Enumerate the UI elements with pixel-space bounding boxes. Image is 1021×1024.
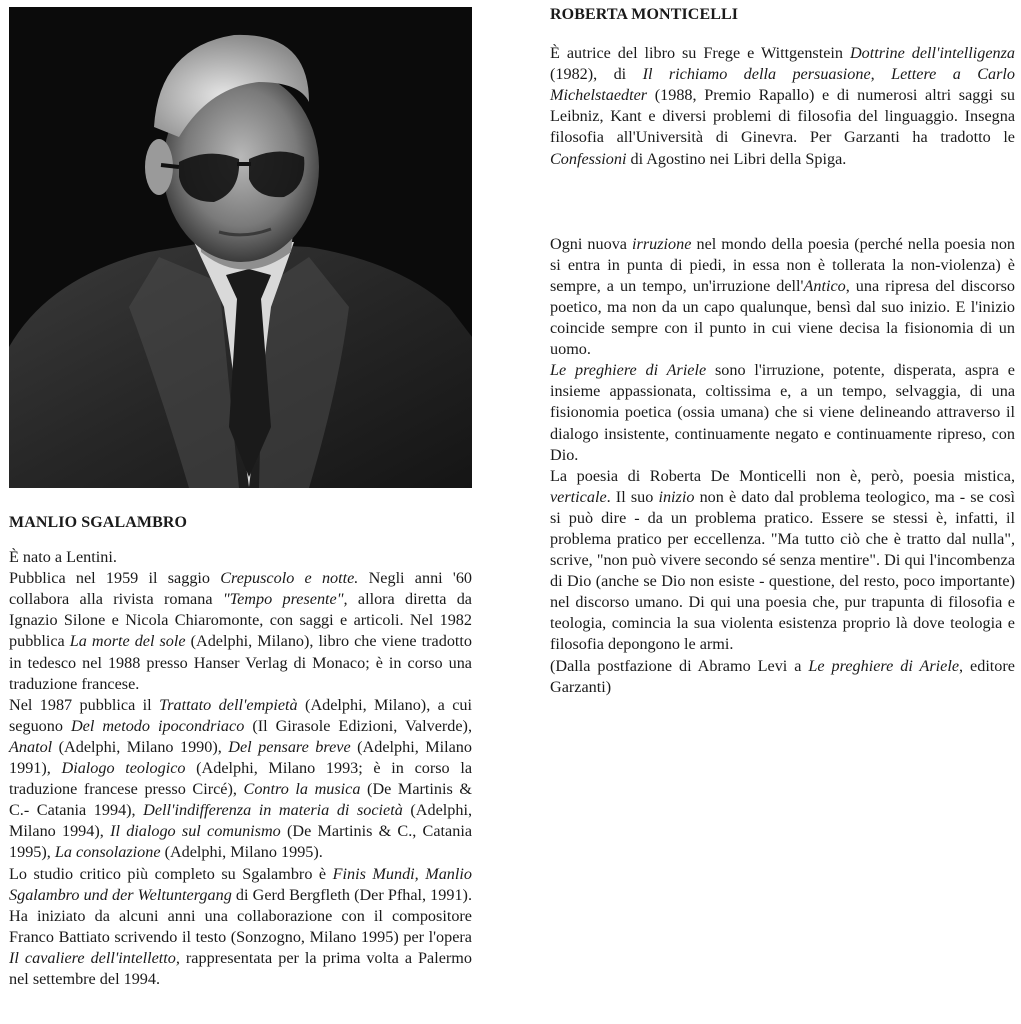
italic-title: "Tempo presente",	[222, 590, 348, 609]
italic-title: Contro la musica	[243, 780, 361, 799]
postface-source-citation: (Dalla postfazione di Abramo Levi a Le preghiere di Ariele, editore Garzanti)	[550, 656, 1015, 696]
postface-paragraph-3: La poesia di Roberta De Monticelli non è, però, poesia mistica, verticale. Il suo inizio non è dato dal problema teologico, ma - se così si può dire - da un problema pratico. Essere se stessi è, infatti, il problema pratico per eccellenza. "Ma tutto ciò che è tratto dal nulla", scrive, "non può vivere secondo sé senza mentire". Di qui l'incombenza di Dio (anche se Dio non esiste - questione, del resto, poco importante) nel discorso umano. Di qui una poesia che, pur trapunta di filosofia e teologia, comincia la sua violenta esistenza proprio là dove teologia e filosofia depongono le armi.	[550, 466, 1015, 654]
italic-title: Dialogo teologico	[61, 759, 186, 778]
italic-title: Trattato dell'empietà	[159, 695, 298, 714]
italic-title: Crepuscolo e notte.	[220, 569, 359, 588]
section-spacer	[550, 170, 1015, 234]
italic-title: Del pensare breve	[228, 737, 351, 756]
italic-title: Il dialogo sul comunismo	[110, 822, 281, 841]
italic-title: Il richiamo della persuasione, Lettere a Carlo Michelstaedter	[550, 65, 1015, 105]
italic-title: La morte del sole	[69, 632, 186, 651]
italic-title: Il cavaliere dell'intelletto,	[9, 948, 180, 967]
bio-paragraph-critical-study: Lo studio critico più completo su Sgalambro è Finis Mundi, Manlio Sgalambro und der Weltuntergang di Gerd Bergfleth (Der Pfhal, 1991). Ha iniziato da alcuni anni una collaborazione con il compositore Franco Battiato scrivendo il testo (Sonzogno, Milano 1995) per l'opera Il cavaliere dell'intelletto, rappresentata per la prima volta a Palermo nel settembre del 1994.	[9, 864, 472, 988]
postface-paragraph-2: Le preghiere di Ariele sono l'irruzione, potente, disperata, aspra e insieme appassionata, coltissima e, a un tempo, selvaggia, di una fisionomia poetica (ossia umana) che si viene delineando attraverso il dialogo insistente, continuamente negato e continuamente ripreso, con Dio.	[550, 361, 1015, 464]
italic-title: La consolazione	[54, 843, 161, 862]
bio-paragraph-monticelli: È autrice del libro su Frege e Wittgenstein Dottrine dell'intelligenza (1982), di Il richiamo della persuasione, Lettere a Carlo Michelstaedter (1988, Premio Rapallo) e di numerosi altri saggi su Leibniz, Kant e diversi problemi di filosofia del linguaggio. Insegna filosofia all'Università di Ginevra. Per Garzanti ha tradotto le Confessioni di Agostino nei Libri della Spiga.	[550, 44, 1016, 168]
italic-title: Confessioni	[550, 149, 627, 168]
author-name-sgalambro: MANLIO SGALAMBRO	[9, 514, 188, 531]
roberta-monticelli-section	[550, 4, 1015, 698]
author-name-monticelli: ROBERTA MONTICELLI	[550, 6, 739, 23]
italic-title: Finis Mundi, Manlio Sgalambro und der Weltuntergang	[9, 864, 472, 904]
postface-paragraph-1: Ogni nuova irruzione nel mondo della poesia (perché nella poesia non si entra in punta di piedi, in essa non è tollerata la non-violenza) è sempre, a un tempo, un'irruzione dell'Antico, una ripresa del discorso poetico, ma non da un capo qualunque, bensì dal suo inizio. E l'inizio coincide sempre con il punto in cui viene decisa la fisionomia di un uomo.	[550, 234, 1016, 359]
manlio-sgalambro-bio	[9, 512, 472, 990]
bio-paragraph-later-works: Nel 1987 pubblica il Trattato dell'empietà (Adelphi, Milano), a cui seguono Del metodo ipocondriaco (Il Girasole Edizioni, Valverde), Anatol (Adelphi, Milano 1990), Del pensare breve (Adelphi, Milano 1991), Dialogo teologico (Adelphi, Milano 1993; è in corso la traduzione francese presso Circé), Contro la musica (De Martinis & C.- Catania 1994), Dell'indifferenza in materia di società (Adelphi, Milano 1994), Il dialogo sul comunismo (De Martinis & C., Catania 1995), La consolazione (Adelphi, Milano 1995).	[9, 695, 473, 862]
bio-paragraph-early-works: Pubblica nel 1959 il saggio Crepuscolo e notte. Negli anni '60 collabora alla rivista romana "Tempo presente", allora diretta da Ignazio Silone e Nicola Chiaromonte, con saggi e articoli. Nel 1982 pubblica La morte del sole (Adelphi, Milano), libro che viene tradotto in tedesco nel 1988 presso Hanser Verlag di Monaco; è in corso una traduzione francese.	[9, 569, 473, 693]
italic-title: Dottrine dell'intelligenza	[849, 44, 1016, 63]
italic-title: verticale	[550, 487, 607, 506]
italic-title: Antico	[803, 276, 846, 295]
italic-title: Le preghiere di Ariele	[550, 361, 707, 380]
bio-paragraph-birth: È nato a Lentini.	[9, 548, 117, 567]
italic-title: Anatol	[9, 737, 53, 756]
portrait-illustration	[9, 7, 472, 488]
italic-title: Le preghiere di Ariele	[808, 656, 960, 675]
author-portrait-photo	[9, 7, 472, 488]
italic-title: irruzione	[632, 234, 692, 253]
italic-title: Dell'indifferenza in materia di società	[143, 801, 403, 820]
italic-title: inizio	[658, 487, 695, 506]
italic-title: Del metodo ipocondriaco	[70, 716, 245, 735]
